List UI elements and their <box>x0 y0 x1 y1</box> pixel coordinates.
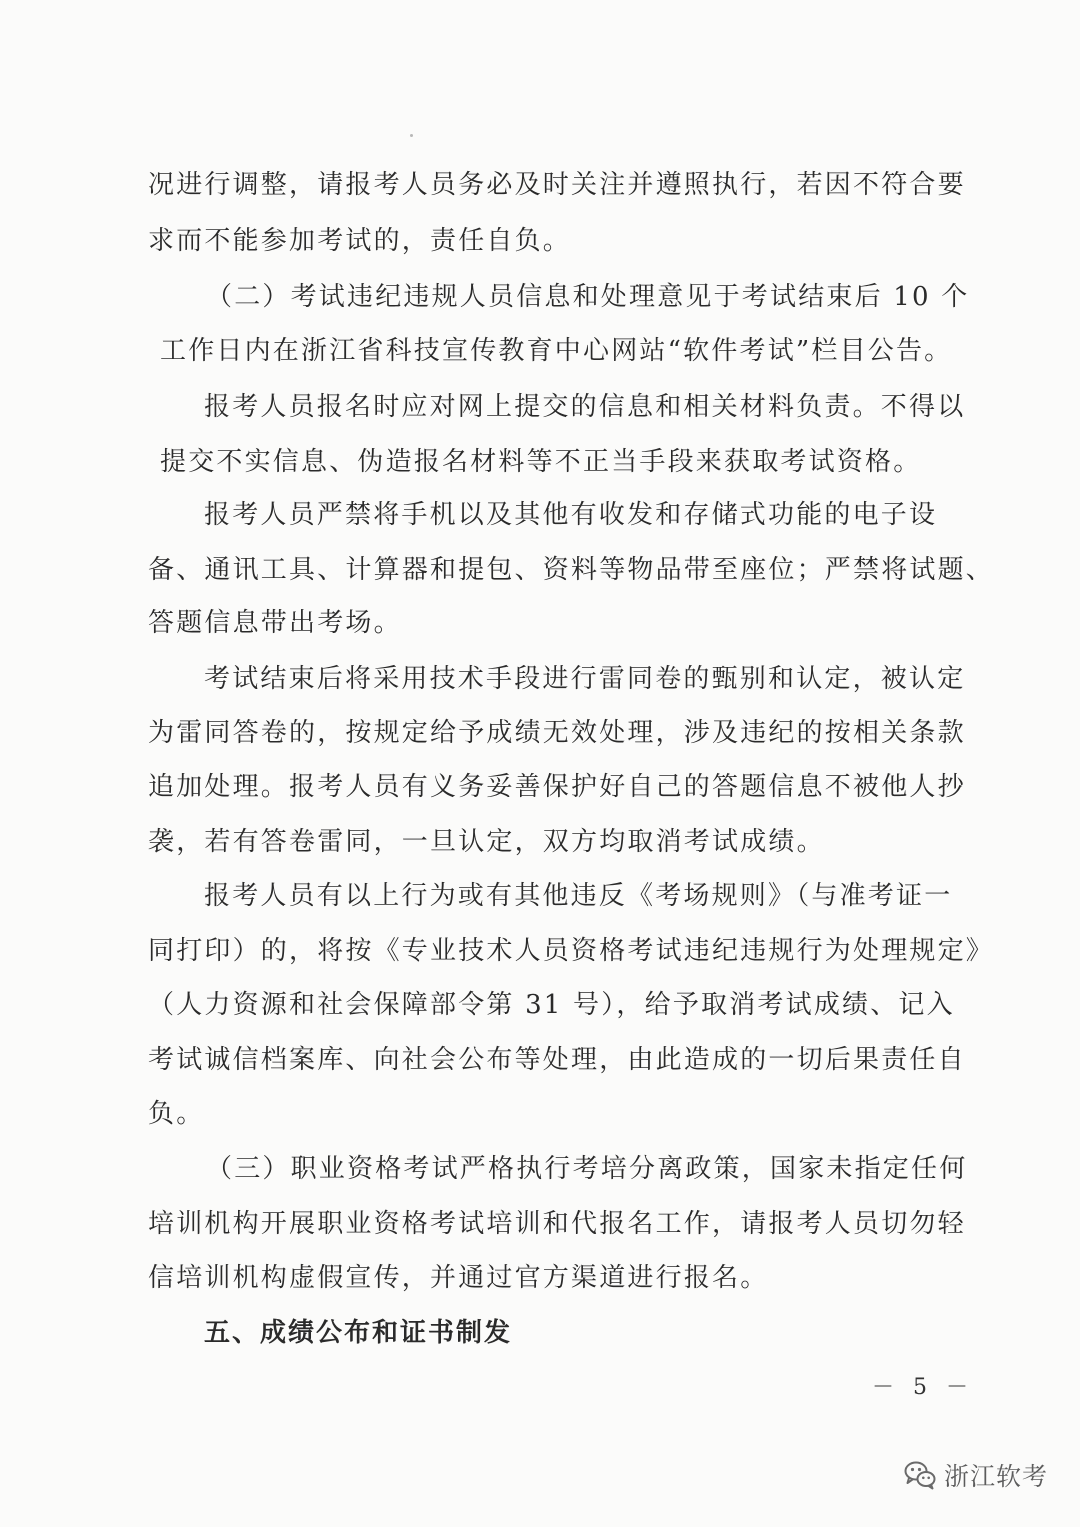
text-line: 负。 <box>148 1099 205 1129</box>
text-line: 同打印）的，将按《专业技术人员资格考试违纪违规行为处理规定》 <box>148 936 995 966</box>
text-line: （三）职业资格考试严格执行考培分离政策，国家未指定任何 <box>206 1154 968 1184</box>
section-heading: 五、成绩公布和证书制发 <box>204 1318 513 1348</box>
text-line: 为雷同答卷的，按规定给予成绩无效处理，涉及违纪的按相关条款 <box>148 718 966 748</box>
wechat-icon <box>904 1460 936 1490</box>
text-line: 考试结束后将采用技术手段进行雷同卷的甄别和认定，被认定 <box>204 664 966 694</box>
text-line: 考试诚信档案库、向社会公布等处理，由此造成的一切后果责任自 <box>148 1045 966 1075</box>
text-line: 报考人员报名时应对网上提交的信息和相关材料负责。不得以 <box>204 392 966 422</box>
text-line: 追加处理。报考人员有义务妥善保护好自己的答题信息不被他人抄 <box>148 772 966 802</box>
text-line: 工作日内在浙江省科技宣传教育中心网站“软件考试”栏目公告。 <box>160 336 953 366</box>
text-line: 答题信息带出考场。 <box>148 608 402 638</box>
text-line: （二）考试违纪违规人员信息和处理意见于考试结束后 10 个 <box>206 282 970 312</box>
text-line: 报考人员有以上行为或有其他违反《考场规则》（与准考证一 <box>204 881 953 911</box>
text-line: 培训机构开展职业资格考试培训和代报名工作，请报考人员切勿轻 <box>148 1209 966 1239</box>
page-number: － 5 － <box>872 1375 974 1400</box>
text-line: 提交不实信息、伪造报名材料等不正当手段来获取考试资格。 <box>160 447 922 477</box>
watermark-label: 浙江软考 <box>944 1462 1049 1491</box>
text-line: 备、通讯工具、计算器和提包、资料等物品带至座位；严禁将试题、 <box>148 555 995 585</box>
wechat-watermark <box>904 1455 1048 1495</box>
text-line: 报考人员严禁将手机以及其他有收发和存储式功能的电子设 <box>204 500 938 530</box>
text-line: 信培训机构虚假宣传，并通过官方渠道进行报名。 <box>148 1263 769 1293</box>
scan-speck <box>410 134 413 137</box>
text-line: 况进行调整，请报考人员务必及时关注并遵照执行，若因不符合要 <box>148 170 966 200</box>
text-line: 求而不能参加考试的，责任自负。 <box>148 226 572 256</box>
text-line: 袭，若有答卷雷同，一旦认定，双方均取消考试成绩。 <box>148 827 825 857</box>
text-line: （人力资源和社会保障部令第 31 号），给予取消考试成绩、记入 <box>148 990 955 1020</box>
